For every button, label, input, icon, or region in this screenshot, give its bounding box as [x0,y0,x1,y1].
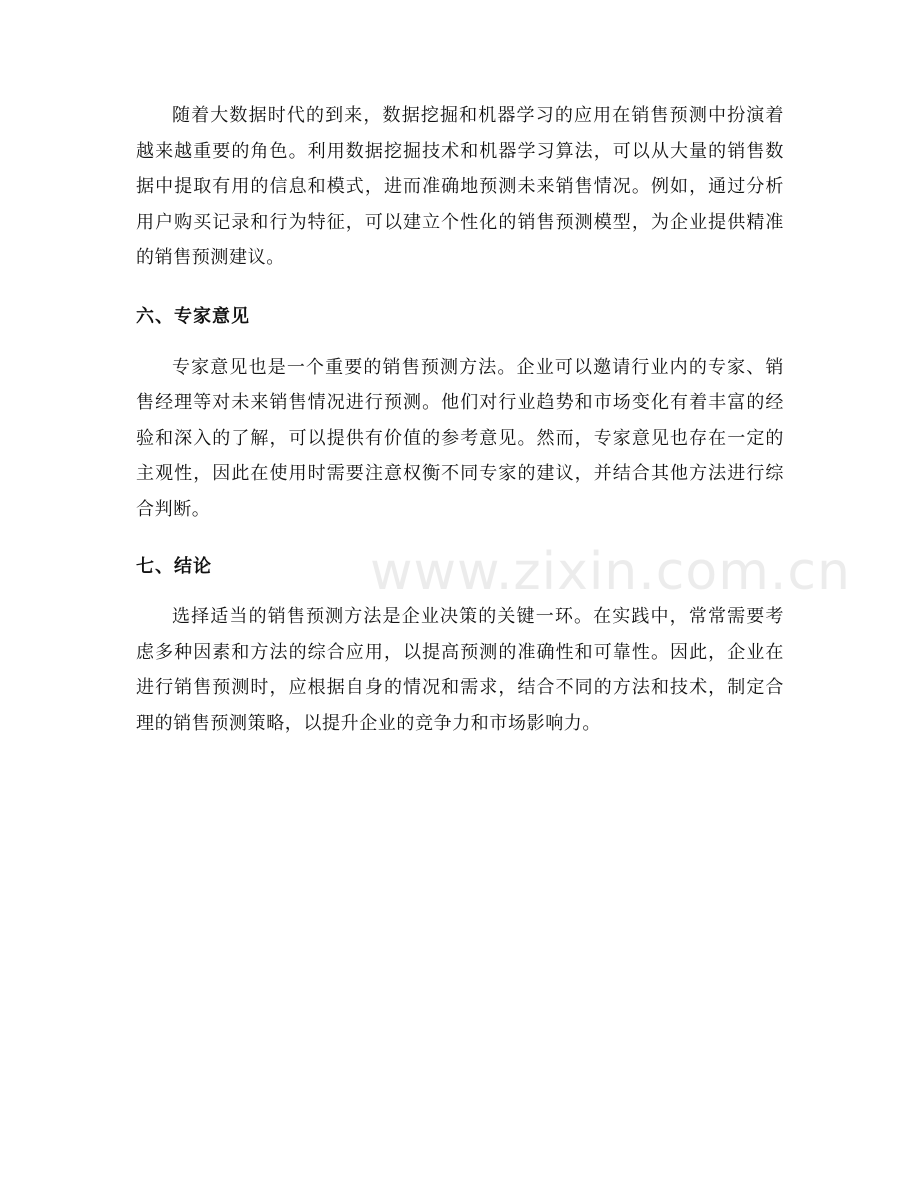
document-page [136,98,784,741]
watermark-text: www.zixin.com.cn [370,542,851,602]
section-heading-conclusion: 七、结论 [136,556,212,577]
paragraph-data-mining: 随着大数据时代的到来，数据挖掘和机器学习的应用在销售预测中扮演着越来越重要的角色。利用数据挖掘技术和机器学习算法，可以从大量的销售数据中提取有用的信息和模式，进而准确地预测未来销售情况。例如，通过分析用户购买记录和行为特征，可以建立个性化的销售预测模型，为企业提供精准的销售预测建议。 [136,105,784,268]
paragraph-expert-opinion: 专家意见也是一个重要的销售预测方法。企业可以邀请行业内的专家、销售经理等对未来销售情况进行预测。他们对行业趋势和市场变化有着丰富的经验和深入的了解，可以提供有价值的参考意见。然而，专家意见也存在一定的主观性，因此在使用时需要注意权衡不同专家的建议，并结合其他方法进行综合判断。 [136,356,784,520]
paragraph-conclusion: 选择适当的销售预测方法是企业决策的关键一环。在实践中，常常需要考虑多种因素和方法的综合应用，以提高预测的准确性和可靠性。因此，企业在进行销售预测时，应根据自身的情况和需求，结合不同的方法和技术，制定合理的销售预测策略，以提升企业的竞争力和市场影响力。 [136,606,784,734]
section-heading-expert-opinion: 六、专家意见 [136,305,250,327]
